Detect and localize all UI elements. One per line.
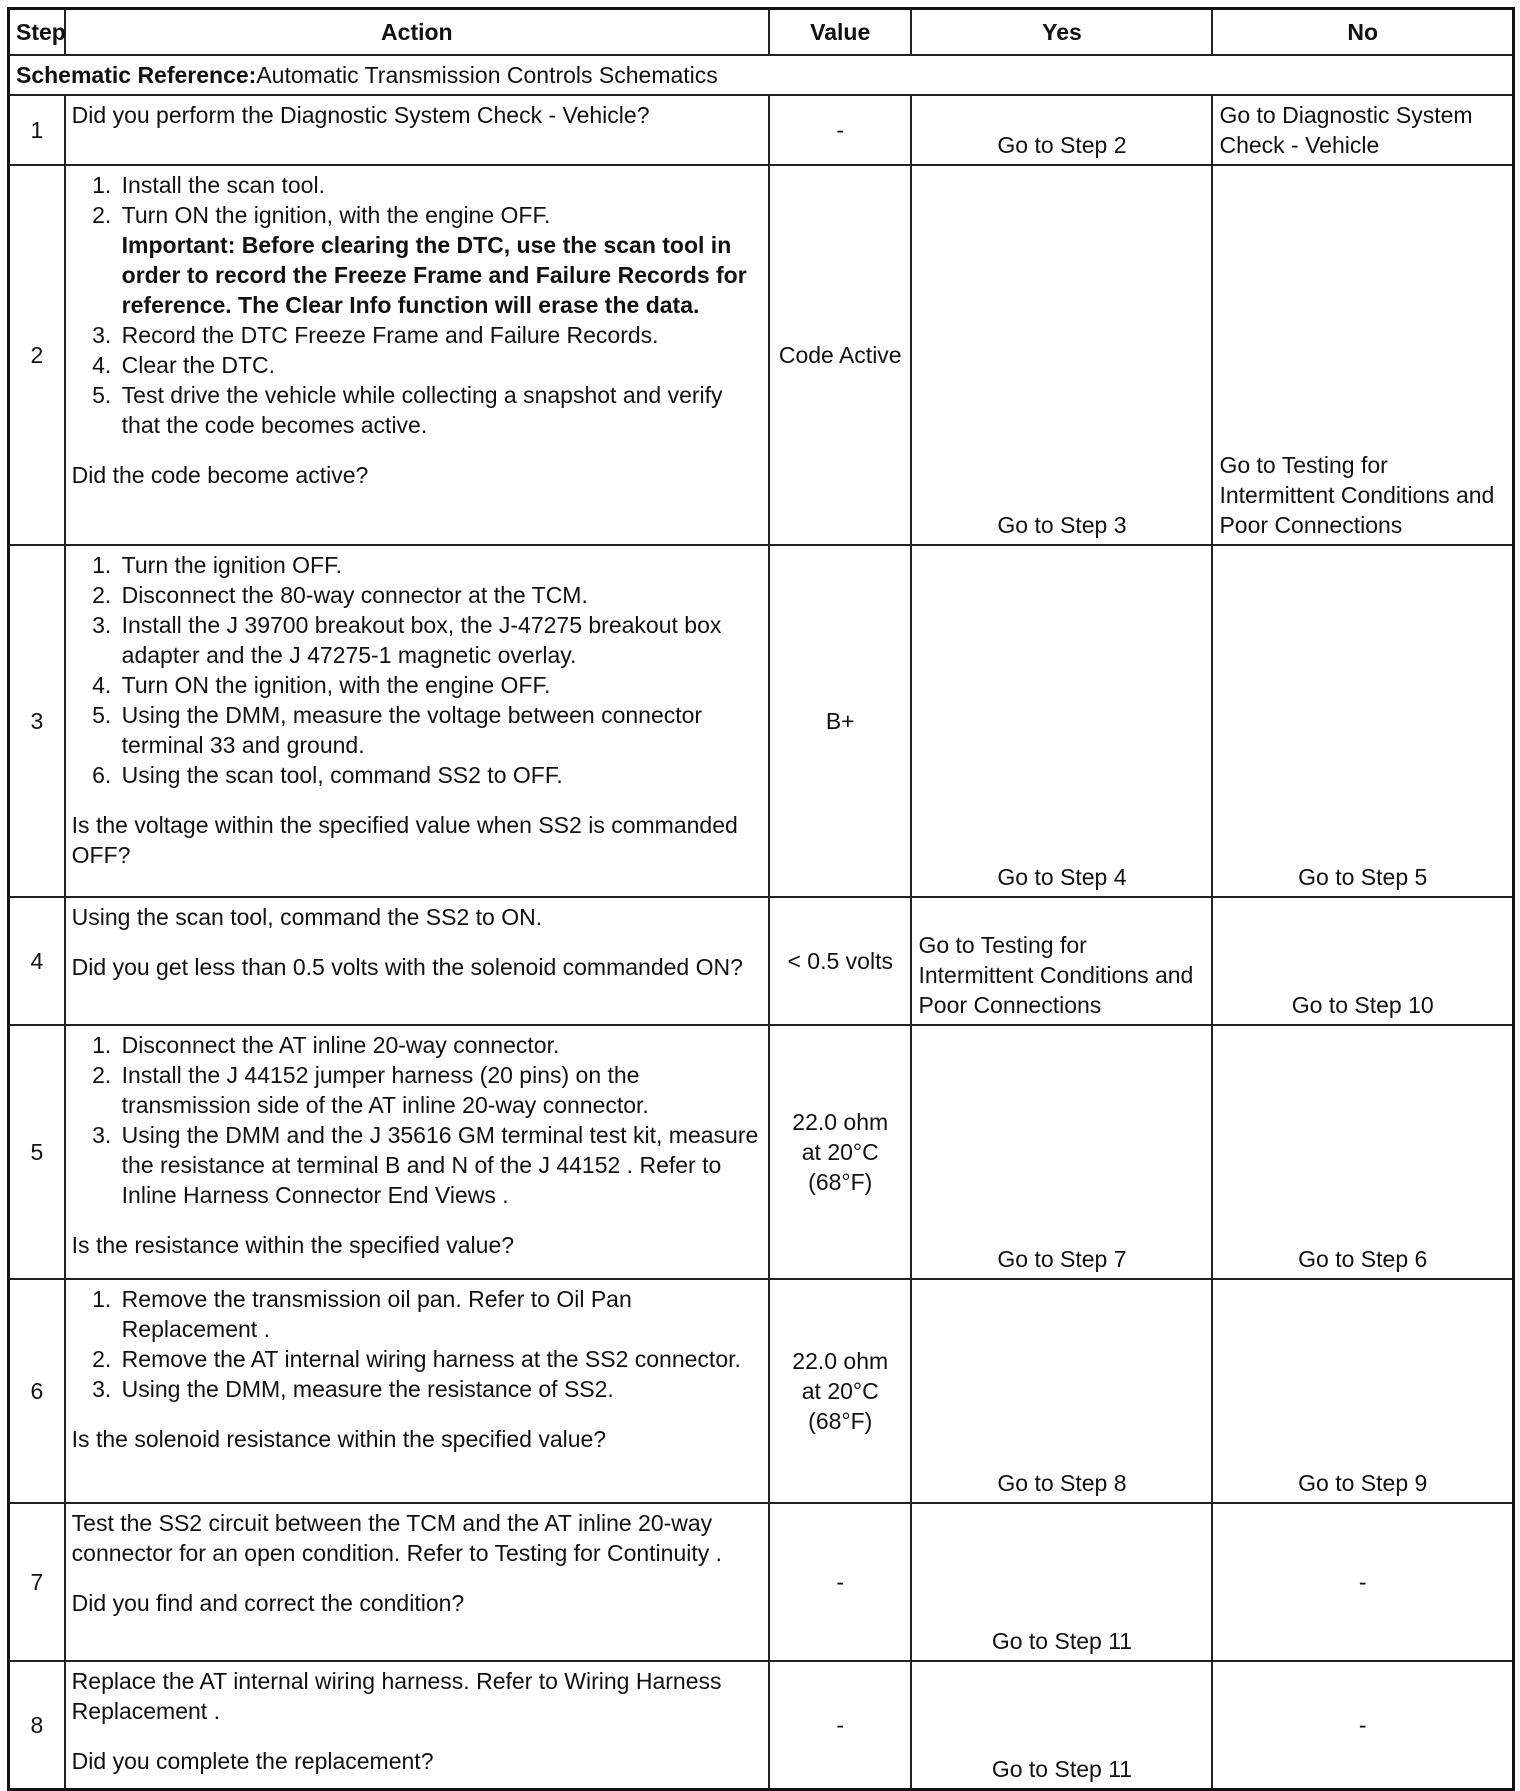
question-text: Is the resistance within the specified value? — [71, 1232, 515, 1258]
table-row — [9, 545, 1514, 897]
table-row — [9, 1503, 1514, 1661]
value-cell: < 0.5 volts — [769, 897, 911, 1025]
action-cell — [65, 545, 769, 897]
no-cell[interactable]: Go to Step 9 — [1212, 1279, 1513, 1503]
header-action: Action — [65, 9, 769, 56]
value-cell: 22.0 ohm at 20°C (68°F) — [769, 1025, 911, 1279]
question-text: Is the voltage within the specified value when SS2 is commanded OFF? — [71, 812, 738, 868]
step-number: 3 — [9, 545, 65, 897]
list-item: 6. Using the scan tool, command SS2 to OFF. — [118, 760, 762, 790]
list-item: 4. Clear the DTC. — [118, 350, 762, 380]
yes-cell[interactable]: Go to Step 3 — [911, 165, 1212, 545]
step-number: 1 — [9, 95, 65, 165]
yes-cell[interactable]: Go to Step 11 — [911, 1503, 1212, 1661]
list-item: 2. Remove the AT internal wiring harness at the SS2 connector. — [118, 1344, 762, 1374]
yes-cell[interactable]: Go to Step 8 — [911, 1279, 1212, 1503]
header-value: Value — [769, 9, 911, 56]
list-item: 4. Turn ON the ignition, with the engine OFF. — [118, 670, 762, 700]
yes-cell[interactable]: Go to Step 11 — [911, 1661, 1212, 1789]
no-cell[interactable]: Go to Step 10 — [1212, 897, 1513, 1025]
value-cell: - — [769, 1661, 911, 1789]
action-cell — [65, 897, 769, 1025]
no-cell[interactable]: Go to Step 5 — [1212, 545, 1513, 897]
yes-cell[interactable]: Go to Step 2 — [911, 95, 1212, 165]
question-text: Did you perform the Diagnostic System Check - Vehicle? — [71, 102, 650, 128]
step-number: 5 — [9, 1025, 65, 1279]
intro-text: Test the SS2 circuit between the TCM and the AT inline 20-way connector for an open condition. Refer to Testing for Continuity . — [71, 1510, 723, 1566]
list-item: 1. Install the scan tool. — [118, 170, 762, 200]
important-note: Important: Before clearing the DTC, use the scan tool in order to record the Freeze Frame and Failure Records for reference. The Clear Info function will erase the data. — [121, 232, 747, 318]
table-row — [9, 95, 1514, 165]
schematic-link[interactable]: Automatic Transmission Controls Schematics — [256, 62, 718, 88]
value-cell: Code Active — [769, 165, 911, 545]
step-list — [72, 1030, 762, 1210]
step-number: 2 — [9, 165, 65, 545]
action-cell — [65, 1279, 769, 1503]
table-row — [9, 165, 1514, 545]
schematic-row — [9, 55, 1514, 95]
header-yes: Yes — [911, 9, 1212, 56]
step-list — [72, 1284, 762, 1404]
diagnostic-table — [7, 7, 1515, 1791]
list-item: 3. Record the DTC Freeze Frame and Failure Records. — [118, 320, 762, 350]
list-item: 3. Install the J 39700 breakout box, the J-47275 breakout box adapter and the J 47275-1 magnetic overlay. — [118, 610, 762, 670]
table-row — [9, 897, 1514, 1025]
list-item: 1. Disconnect the AT inline 20-way connector. — [118, 1030, 762, 1060]
list-item: 1. Remove the transmission oil pan. Refer to Oil Pan Replacement . — [118, 1284, 762, 1344]
intro-text: Using the scan tool, command the SS2 to ON. — [71, 904, 543, 930]
value-cell: 22.0 ohm at 20°C (68°F) — [769, 1279, 911, 1503]
question-text: Is the solenoid resistance within the specified value? — [71, 1426, 607, 1452]
action-cell — [65, 95, 769, 165]
list-item: 2. Turn ON the ignition, with the engine OFF. Important: Before clearing the DTC, use the scan tool in order to record the Freeze Frame and Failure Records for reference. The Clear Info function will erase the data. — [118, 200, 762, 320]
action-cell — [65, 1661, 769, 1789]
no-cell: - — [1212, 1661, 1513, 1789]
step-number: 6 — [9, 1279, 65, 1503]
yes-cell[interactable]: Go to Step 4 — [911, 545, 1212, 897]
no-cell[interactable]: Go to Diagnostic System Check - Vehicle — [1212, 95, 1513, 165]
table-row — [9, 1279, 1514, 1503]
list-item: 3. Using the DMM and the J 35616 GM terminal test kit, measure the resistance at terminal B and N of the J 44152 . Refer to Inline Harness Connector End Views . — [118, 1120, 762, 1210]
question-text: Did you find and correct the condition? — [71, 1590, 465, 1616]
question-text: Did you complete the replacement? — [71, 1748, 434, 1774]
value-cell: - — [769, 95, 911, 165]
step-number: 7 — [9, 1503, 65, 1661]
action-cell — [65, 1025, 769, 1279]
intro-text: Replace the AT internal wiring harness. Refer to Wiring Harness Replacement . — [71, 1668, 722, 1724]
step-list — [72, 550, 762, 790]
no-cell[interactable]: Go to Testing for Intermittent Conditions and Poor Connections — [1212, 165, 1513, 545]
yes-cell[interactable]: Go to Testing for Intermittent Conditions and Poor Connections — [911, 897, 1212, 1025]
question-text: Did you get less than 0.5 volts with the solenoid commanded ON? — [71, 954, 743, 980]
action-cell — [65, 1503, 769, 1661]
step-list — [72, 170, 762, 440]
yes-cell[interactable]: Go to Step 7 — [911, 1025, 1212, 1279]
list-item: 3. Using the DMM, measure the resistance of SS2. — [118, 1374, 762, 1404]
list-item: 5. Test drive the vehicle while collecting a snapshot and verify that the code becomes active. — [118, 380, 762, 440]
table-row — [9, 1025, 1514, 1279]
step-number: 4 — [9, 897, 65, 1025]
header-no: No — [1212, 9, 1513, 56]
no-cell: - — [1212, 1503, 1513, 1661]
list-item: 5. Using the DMM, measure the voltage between connector terminal 33 and ground. — [118, 700, 762, 760]
table-row — [9, 1661, 1514, 1789]
step-number: 8 — [9, 1661, 65, 1789]
action-cell — [65, 165, 769, 545]
question-text: Did the code become active? — [71, 462, 369, 488]
no-cell[interactable]: Go to Step 6 — [1212, 1025, 1513, 1279]
list-item: 1. Turn the ignition OFF. — [118, 550, 762, 580]
list-item: 2. Install the J 44152 jumper harness (20 pins) on the transmission side of the AT inline 20-way connector. — [118, 1060, 762, 1120]
value-cell: - — [769, 1503, 911, 1661]
header-row — [9, 9, 1514, 56]
list-item: 2. Disconnect the 80-way connector at the TCM. — [118, 580, 762, 610]
schematic-label: Schematic Reference: — [16, 62, 257, 88]
header-step: Step — [9, 9, 65, 56]
value-cell: B+ — [769, 545, 911, 897]
